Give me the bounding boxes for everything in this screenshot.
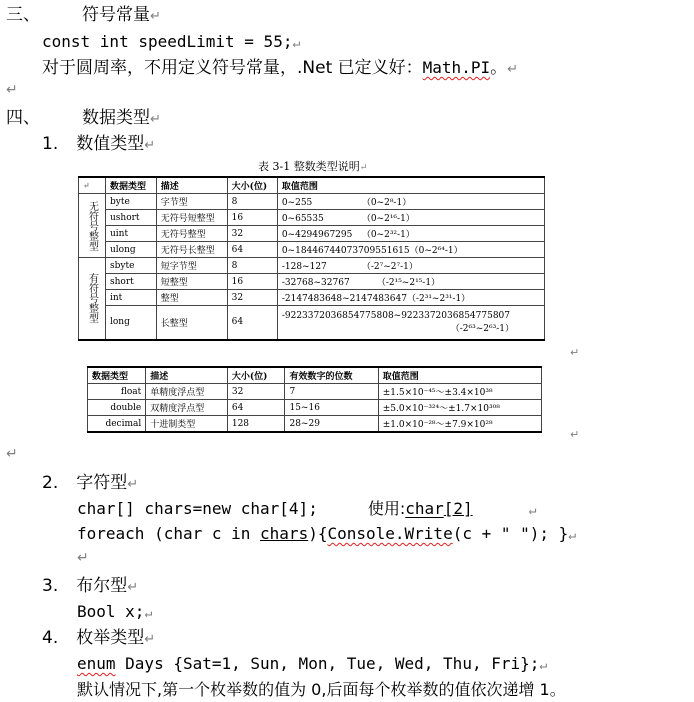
section-4-number: 四、 xyxy=(6,108,40,128)
char-array-code-line: char[] chars=new char[4]; 使用:char[2] ↵ xyxy=(77,499,537,518)
section-4-heading: 四、 数据类型↵ xyxy=(6,108,161,128)
table-row: ushort 无符号短整型 16 0~65535 （0~2¹⁶-1） xyxy=(79,210,545,226)
table-row: ulong 无符号长整型 64 0~18446744073709551615（0~2⁶⁴-1） xyxy=(79,242,545,258)
table-row: short 短整型 16 -32768~32767 （-2¹⁵~2¹⁵-1） xyxy=(79,274,545,290)
section-3-number: 三、 xyxy=(6,5,40,25)
section-3-heading xyxy=(6,4,161,28)
group-label-unsigned: 无符号整型 xyxy=(79,194,106,258)
subsection-1-heading: 1. 数值类型↵ xyxy=(42,134,156,154)
constant-code: const int speedLimit = 55; xyxy=(42,32,293,51)
table-row: decimal 十进制类型 128 28~29 ±1.0×10⁻²⁸～±7.9×10²⁸ xyxy=(88,416,542,433)
table-header-row: 数据类型 描述 大小(位) 有效数字的位数 取值范围 xyxy=(88,367,542,384)
table-header-cell: 数据类型 xyxy=(106,177,157,194)
paragraph-mark: ↵ xyxy=(150,9,161,24)
bool-code-line: Bool x;↵ xyxy=(77,602,153,621)
table-row: long 长整型 64 -9223372036854775808~9223372036854775807 （-2⁶³~2⁶³-1） xyxy=(79,306,545,340)
constant-code-line: const int speedLimit = 55;↵ xyxy=(42,32,301,51)
table-row: 有符号整型 sbyte 短字节型 8 -128~127 （-2⁷~2⁷-1） xyxy=(79,258,545,274)
integer-types-table xyxy=(78,176,545,341)
group-label-signed: 有符号整型 xyxy=(79,258,106,340)
enum-note: 默认情况下,第一个枚举数的值为 0,后面每个枚举数的值依次递增 1。 xyxy=(77,680,566,699)
table-row: 无符号整型 byte 字节型 8 0~255 （0~2⁸-1） xyxy=(79,194,545,210)
table-header-cell: 描述 xyxy=(156,177,227,194)
subsection-3-title: 布尔型 xyxy=(76,576,128,596)
enum-code-line: enum Days {Sat=1, Sun, Mon, Tue, Wed, Thu, Fri};↵ xyxy=(77,654,548,673)
section-3-title: 符号常量 xyxy=(82,5,150,25)
table-1-caption: 表 3-1 整数类型说明↵ xyxy=(258,160,368,173)
table-row: double 双精度浮点型 64 15~16 ±5.0×10⁻³²⁴～±1.7×10³⁰⁸ xyxy=(88,400,542,416)
subsection-4-title: 枚举类型 xyxy=(76,628,145,648)
section-4-title: 数据类型 xyxy=(82,108,150,128)
math-pi: Math.PI xyxy=(422,58,491,77)
table-row: uint 无符号整型 32 0~4294967295 （0~2³²-1） xyxy=(79,226,545,242)
table-row: int 整型 32 -2147483648~2147483647（-2³¹~2³¹-1） xyxy=(79,290,545,306)
table-header-cell: 大小(位) xyxy=(227,177,277,194)
table-row: float 单精度浮点型 32 7 ±1.5×10⁻⁴⁵～±3.4×10³⁸ xyxy=(88,384,542,400)
float-types-table xyxy=(87,366,542,433)
subsection-2-title: 字符型 xyxy=(76,473,128,493)
subsection-2-heading: 2. 字符型↵ xyxy=(42,473,139,493)
subsection-1-title: 数值类型 xyxy=(76,134,145,154)
foreach-code-line: foreach (char c in chars){Console.Write(c + " "); }↵ xyxy=(77,524,577,543)
subsection-4-heading: 4. 枚举类型↵ xyxy=(42,628,156,648)
empty-paragraph-mark: ↵ xyxy=(6,82,18,98)
subsection-3-heading: 3. 布尔型↵ xyxy=(42,576,139,596)
table-header-row: ↵ 数据类型 描述 大小(位) 取值范围 xyxy=(79,177,545,194)
pi-note: 对于圆周率，不用定义符号常量，.Net 已定义好：Math.PI。↵ xyxy=(42,58,518,78)
table-header-cell: 取值范围 xyxy=(277,177,544,194)
